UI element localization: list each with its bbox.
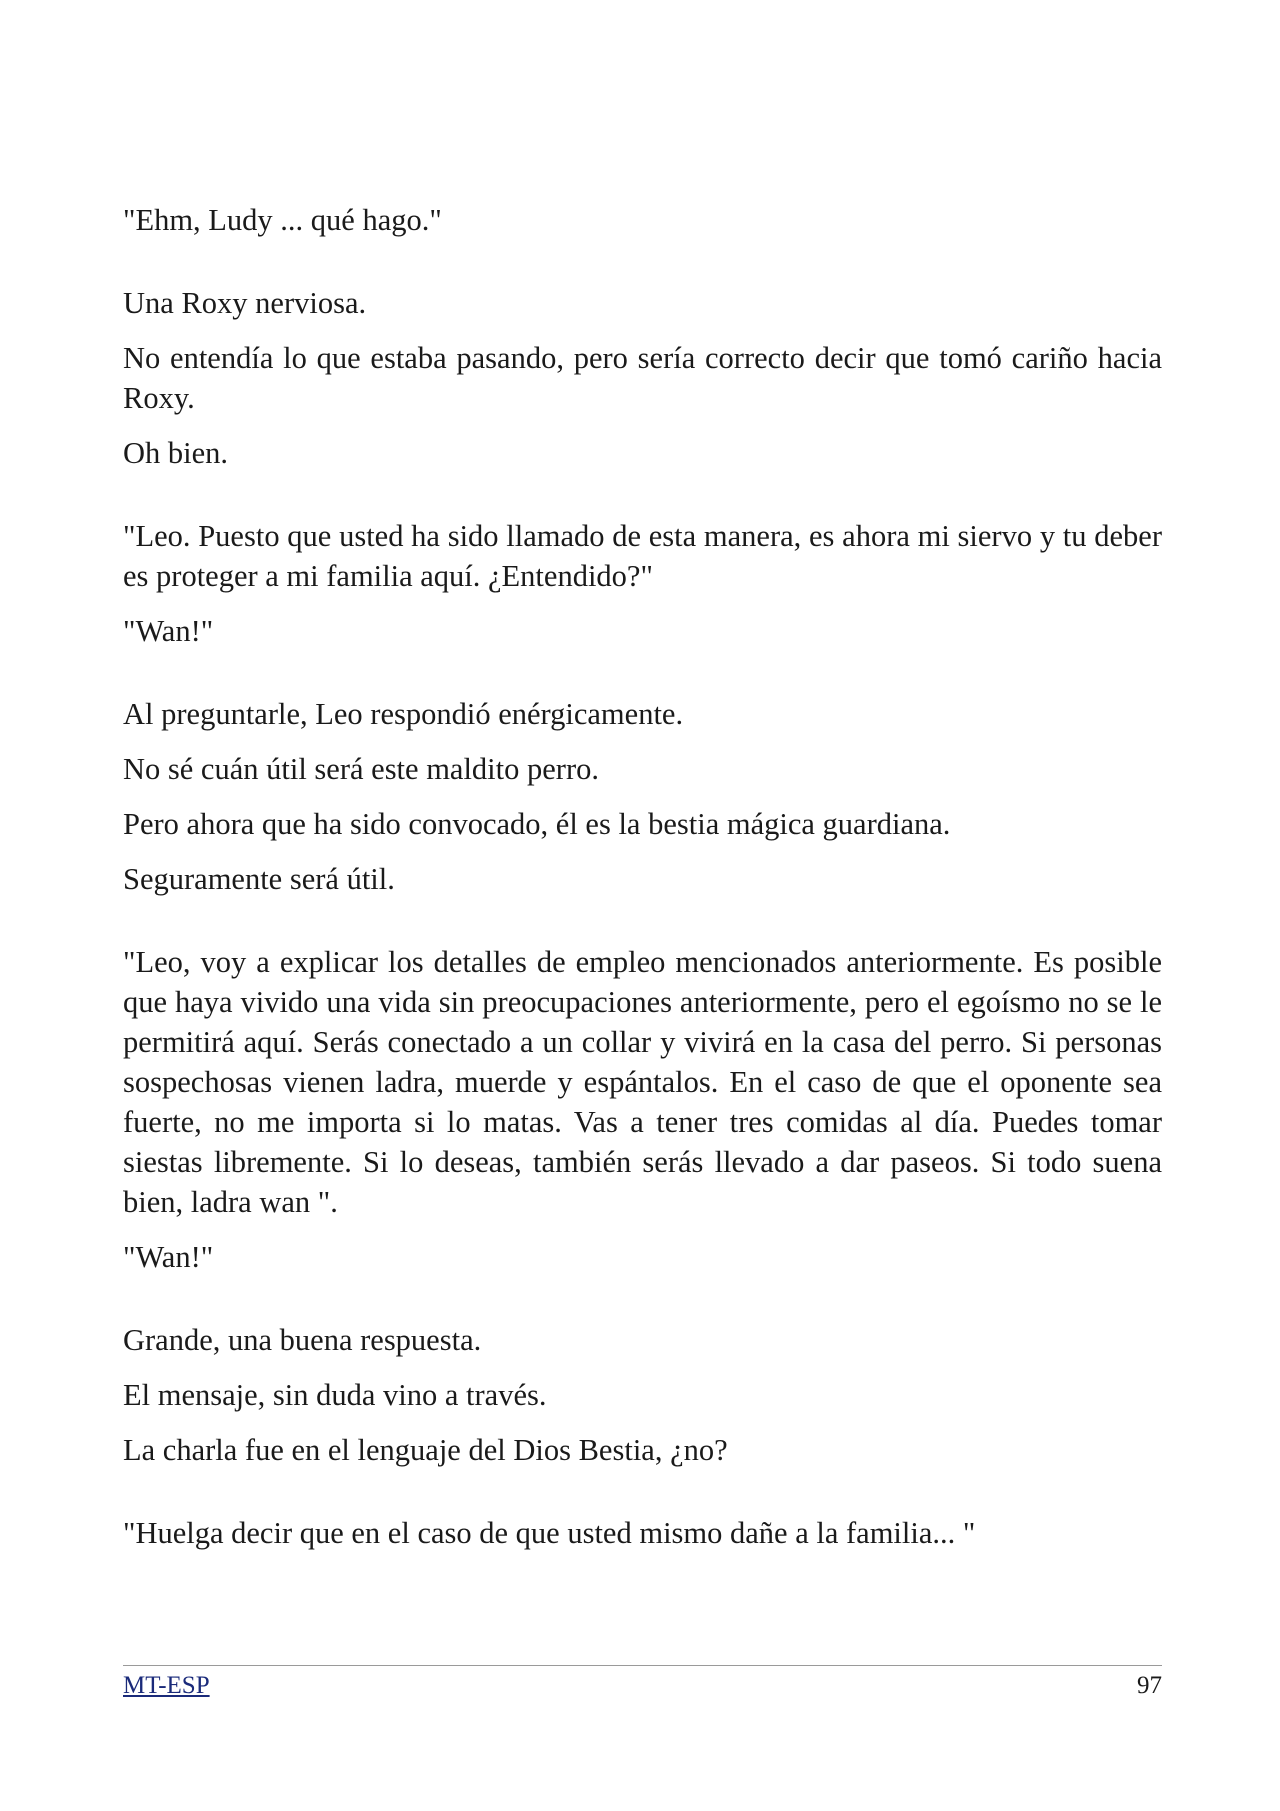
paragraph-4: Oh bien. bbox=[123, 436, 229, 470]
paragraph-5: "Leo. Puesto que usted ha sido llamado de esta manera, es ahora mi siervo y tu deber es proteger a mi familia aquí. ¿Entendido?" bbox=[123, 519, 1162, 593]
paragraph-7: Al preguntarle, Leo respondió enérgicamente. bbox=[123, 697, 684, 731]
paragraph-11: "Leo, voy a explicar los detalles de empleo mencionados anteriormente. Es posible que haya vivido una vida sin preocupaciones anteriormente, pero el egoísmo no se le permitirá aquí. Serás conectado a un collar y vivirá en la casa del perro. Si personas sospechosas vienen ladra, muerde y espántalos. En el caso de que el oponente sea fuerte, no me importa si lo matas. Vas a tener tres comidas al día. Puedes tomar siestas libremente. Si lo deseas, también serás llevado a dar paseos. Si todo suena bien, ladra wan ". bbox=[123, 945, 1162, 1219]
page-number: 97 bbox=[1137, 1672, 1162, 1699]
paragraph-15: La charla fue en el lenguaje del Dios Bestia, ¿no? bbox=[123, 1433, 728, 1467]
footer-link[interactable]: MT-ESP bbox=[123, 1672, 210, 1699]
page-footer bbox=[123, 1665, 1162, 1702]
paragraph-3: No entendía lo que estaba pasando, pero sería correcto decir que tomó cariño hacia Roxy. bbox=[123, 341, 1162, 415]
paragraph-14: El mensaje, sin duda vino a través. bbox=[123, 1378, 547, 1412]
paragraph-9: Pero ahora que ha sido convocado, él es la bestia mágica guardiana. bbox=[123, 807, 951, 841]
paragraph-10: Seguramente será útil. bbox=[123, 862, 395, 896]
paragraph-1: "Ehm, Ludy ... qué hago." bbox=[123, 203, 442, 237]
paragraph-6: "Wan!" bbox=[123, 614, 214, 648]
paragraph-13: Grande, una buena respuesta. bbox=[123, 1323, 482, 1357]
paragraph-8: No sé cuán útil será este maldito perro. bbox=[123, 752, 599, 786]
paragraph-16: "Huelga decir que en el caso de que usted mismo dañe a la familia... " bbox=[123, 1516, 976, 1550]
paragraph-12: "Wan!" bbox=[123, 1240, 214, 1274]
paragraph-2: Una Roxy nerviosa. bbox=[123, 286, 367, 320]
document-body bbox=[123, 200, 1162, 1553]
